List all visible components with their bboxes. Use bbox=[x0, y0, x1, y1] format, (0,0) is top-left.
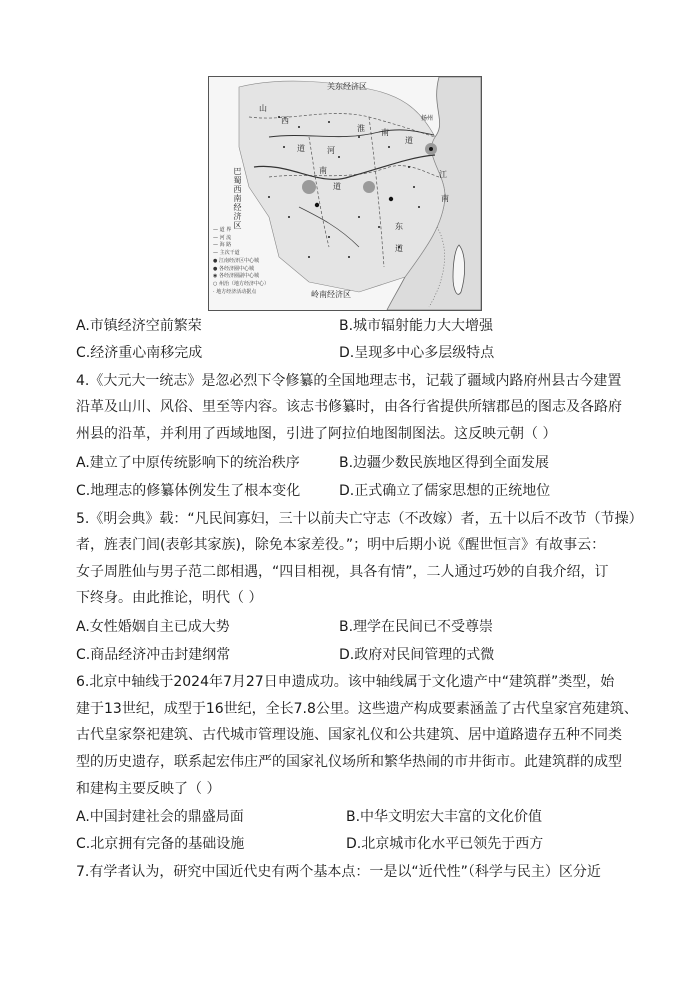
q4-option-d: D.正式确立了儒家思想的正统地位 bbox=[339, 483, 551, 499]
legend-item: ◉ 各经济圈副中心城 bbox=[213, 273, 259, 280]
place-mark: 南 bbox=[319, 166, 327, 175]
q5-option-c: C.商品经济冲击封建纲常 bbox=[76, 647, 231, 663]
q4-stem-line: 州县的沿革，并利用了西域地图，引进了阿拉伯地图制图法。这反映元朝（ ） bbox=[76, 426, 557, 442]
q6-option-c: C.北京拥有完备的基础设施 bbox=[76, 836, 245, 852]
q6-option-b: B.中华文明宏大丰富的文化价值 bbox=[346, 809, 543, 825]
q5-stem-line: 者，旌表门闾(表彰其家族)，除免本家差役。”；明中后期小说《醒世恒言》有故事云： bbox=[76, 537, 606, 553]
q4-option-c: C.地理志的修纂体例发生了根本变化 bbox=[76, 483, 301, 499]
place-mark: 道 bbox=[297, 144, 305, 153]
place-mark: 扬州 bbox=[421, 115, 434, 122]
place-mark: 南 bbox=[381, 128, 389, 137]
q3-option-d: D.呈现多中心多层级特点 bbox=[339, 345, 495, 361]
q6-stem-line: 和建构主要反映了（ ） bbox=[76, 781, 221, 797]
q5-stem-line: 5.《明会典》载：“凡民间寡妇，三十以前夫亡守志（不改嫁）者，五十以后不改节（节操） bbox=[76, 511, 643, 527]
place-mark: 江 bbox=[439, 170, 447, 179]
place-mark: 西 bbox=[281, 116, 289, 125]
q5-stem-line: 下终身。由此推论，明代（ ） bbox=[76, 590, 263, 606]
place-mark: 道 bbox=[405, 136, 413, 145]
q5-option-d: D.政府对民间管理的式微 bbox=[339, 647, 495, 663]
place-mark: 淮 bbox=[357, 124, 365, 133]
q4-option-a: A.建立了中原传统影响下的统治秩序 bbox=[76, 455, 300, 471]
legend-item: — 河 流 bbox=[213, 234, 232, 241]
q6-option-a: A.中国封建社会的鼎盛局面 bbox=[76, 809, 244, 825]
legend-item: ○ 州治（地方经济中心） bbox=[213, 280, 269, 287]
q5-option-a: A.女性婚姻自主已成大势 bbox=[76, 619, 230, 635]
q3-option-a: A.市镇经济空前繁荣 bbox=[76, 318, 202, 334]
place-mark: 河 bbox=[327, 146, 335, 155]
q3-option-b: B.城市辐射能力大大增强 bbox=[339, 318, 494, 334]
legend-item: — 海 路 bbox=[213, 242, 232, 249]
place-mark: 山 bbox=[259, 104, 267, 113]
legend-item: ● 江南经济区中心城 bbox=[213, 257, 259, 264]
region-label-east: 关东经济区 bbox=[327, 82, 367, 91]
legend-item: — 道 界 bbox=[213, 227, 232, 233]
region-label-southwest: 巴蜀西南经济区 bbox=[233, 167, 242, 230]
q6-stem-line: 建于13世纪，成型于16世纪，全长7.8公里。这些遗产构成要素涵盖了古代皇家宫苑建筑、 bbox=[76, 701, 638, 717]
place-mark: 道 bbox=[395, 244, 403, 253]
q4-stem-line: 4.《大元大一统志》是忽必烈下令修纂的全国地理志书，记载了疆域内路府州县古今建置 bbox=[76, 373, 622, 389]
place-mark: 道 bbox=[333, 182, 341, 191]
map-legend bbox=[213, 227, 333, 296]
legend-item: ● 各经济圈中心城 bbox=[213, 265, 254, 272]
q4-stem-line: 沿革及山川、风俗、里至等内容。该志书修纂时，由各行省提供所辖郡邑的图志及各路府 bbox=[76, 399, 622, 415]
place-mark: 南 bbox=[441, 194, 449, 203]
q4-option-b: B.边疆少数民族地区得到全面发展 bbox=[339, 455, 550, 471]
legend-item: · 地方经济活动据点 bbox=[213, 288, 257, 295]
q3-option-c: C.经济重心南移完成 bbox=[76, 345, 203, 361]
q6-option-d: D.北京城市化水平已领先于西方 bbox=[346, 836, 544, 852]
q5-stem-line: 女子周胜仙与男子范二郎相遇，“四目相视，具各有情”，二人通过巧妙的自我介绍，订 bbox=[76, 564, 609, 580]
q6-stem-line: 型的历史遗存，联系起宏伟庄严的国家礼仪场所和繁华热闹的市井街市。此建筑群的成型 bbox=[76, 754, 622, 770]
q7-stem-line: 7.有学者认为，研究中国近代史有两个基本点：一是以“近代性”（科学与民主）区分近 bbox=[76, 864, 601, 880]
q6-stem-line: 古代皇家祭祀建筑、古代城市管理设施、国家礼仪和公共建筑、居中道路遗存五种不同类 bbox=[76, 727, 622, 743]
q5-option-b: B.理学在民间已不受尊崇 bbox=[339, 619, 494, 635]
place-mark: 东 bbox=[395, 222, 403, 231]
q6-stem-line: 6.北京中轴线于2024年7月27日申遗成功。该中轴线属于文化遗产中“建筑群”类型，始 bbox=[76, 674, 615, 690]
legend-item: — 主次干道 bbox=[213, 250, 240, 257]
region-label-south: 岭南经济区 bbox=[311, 290, 351, 299]
historical-economic-map bbox=[208, 76, 482, 311]
